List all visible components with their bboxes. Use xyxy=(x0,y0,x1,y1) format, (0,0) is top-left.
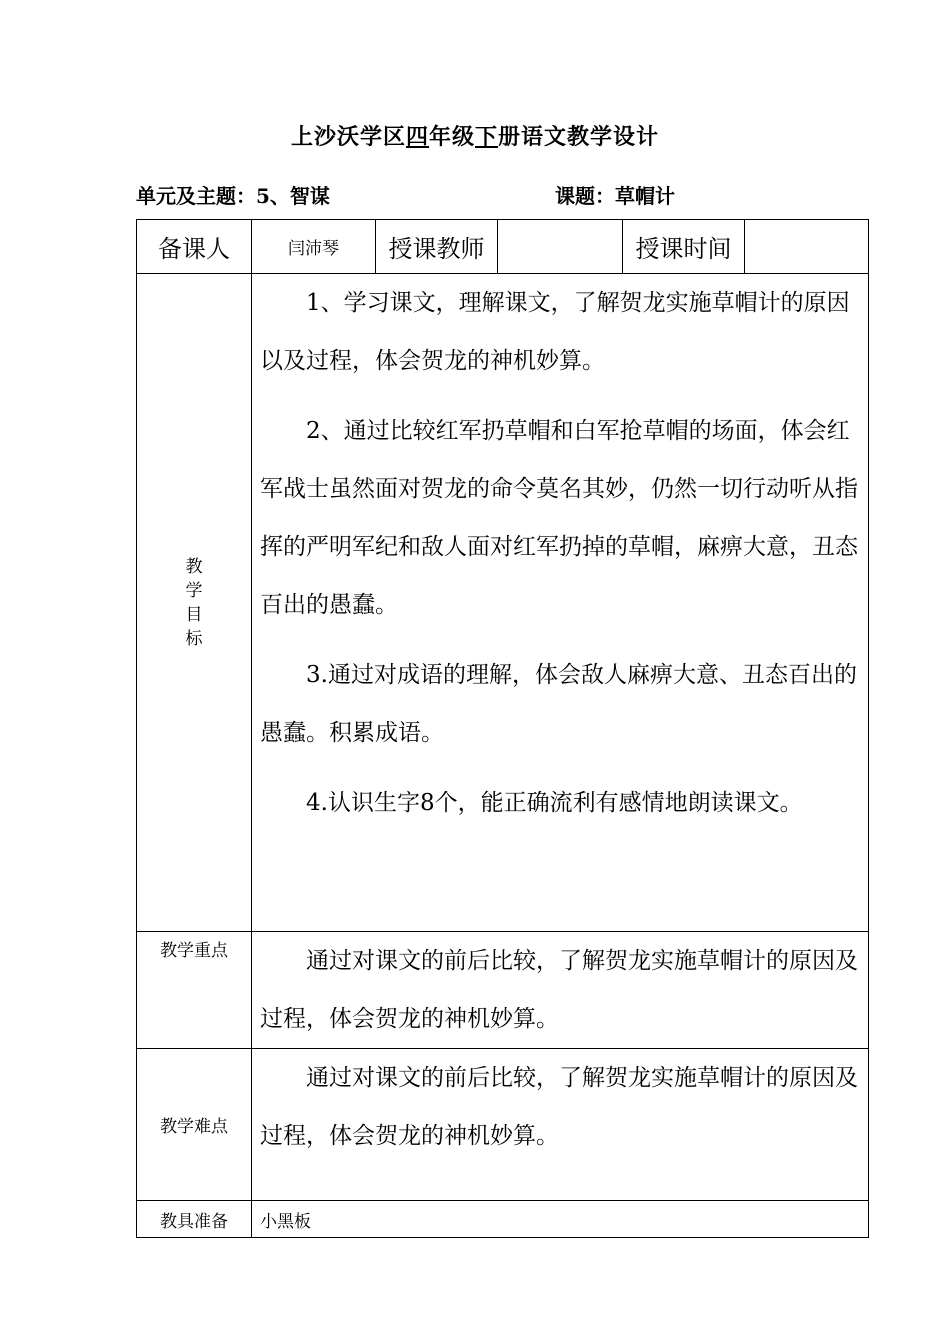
title-part-1: 上沙沃学区 xyxy=(290,124,406,150)
objective-item: 4.认识生字8个，能正确流利有感情地朗读课文。 xyxy=(306,790,803,816)
time-label: 授课时间 xyxy=(623,220,745,274)
objective-item: 3.通过对成语的理解，体会敌人麻痹大意、丑态百出的愚蠢。积累成语。 xyxy=(260,662,857,746)
key-points-row xyxy=(137,932,869,1049)
header-row xyxy=(137,220,869,274)
title-volume: 下 xyxy=(475,124,499,150)
teacher-label: 授课教师 xyxy=(376,220,498,274)
time-value xyxy=(745,220,869,274)
teacher-value xyxy=(498,220,623,274)
title-grade: 四 xyxy=(405,124,429,150)
tools-row xyxy=(137,1201,869,1238)
meta-row xyxy=(136,180,876,210)
key-points-label: 教学重点 xyxy=(137,932,252,1049)
difficulties-content xyxy=(252,1049,869,1201)
tools-label: 教具准备 xyxy=(137,1201,252,1238)
key-points-content xyxy=(252,932,869,1049)
objectives-label-char: 标 xyxy=(185,628,203,649)
objective-item: 1、学习课文，理解课文，了解贺龙实施草帽计的原因以及过程，体会贺龙的神机妙算。 xyxy=(260,290,850,374)
difficulties-label: 教学难点 xyxy=(137,1049,252,1201)
objectives-label-char: 教 xyxy=(185,556,203,577)
objectives-label xyxy=(137,274,252,932)
tools-content: 小黑板 xyxy=(252,1201,869,1238)
lesson-plan-table xyxy=(136,219,869,1238)
unit-theme: 单元及主题：5、智谋 xyxy=(136,184,330,208)
preparer-label: 备课人 xyxy=(137,220,252,274)
objectives-label-char: 目 xyxy=(185,604,203,625)
difficulties-text: 通过对课文的前后比较，了解贺龙实施草帽计的原因及过程，体会贺龙的神机妙算。 xyxy=(260,1065,858,1149)
key-points-text: 通过对课文的前后比较，了解贺龙实施草帽计的原因及过程，体会贺龙的神机妙算。 xyxy=(260,948,858,1032)
objective-item: 2、通过比较红军扔草帽和白军抢草帽的场面，体会红军战士虽然面对贺龙的命令莫名其妙，仍然一切行动听从指挥的严明军纪和敌人面对红军扔掉的草帽，麻痹大意，丑态百出的愚蠢。 xyxy=(260,418,858,618)
objectives-content xyxy=(252,274,869,932)
title-part-2: 年级 xyxy=(428,124,475,150)
lesson-title: 课题：草帽计 xyxy=(555,184,675,208)
objectives-label-char: 学 xyxy=(185,580,203,601)
difficulties-row xyxy=(137,1049,869,1201)
document-title xyxy=(0,120,950,151)
objectives-row xyxy=(137,274,869,932)
preparer-value: 闫沛琴 xyxy=(252,220,376,274)
title-part-3: 册语文教学设计 xyxy=(498,124,660,150)
